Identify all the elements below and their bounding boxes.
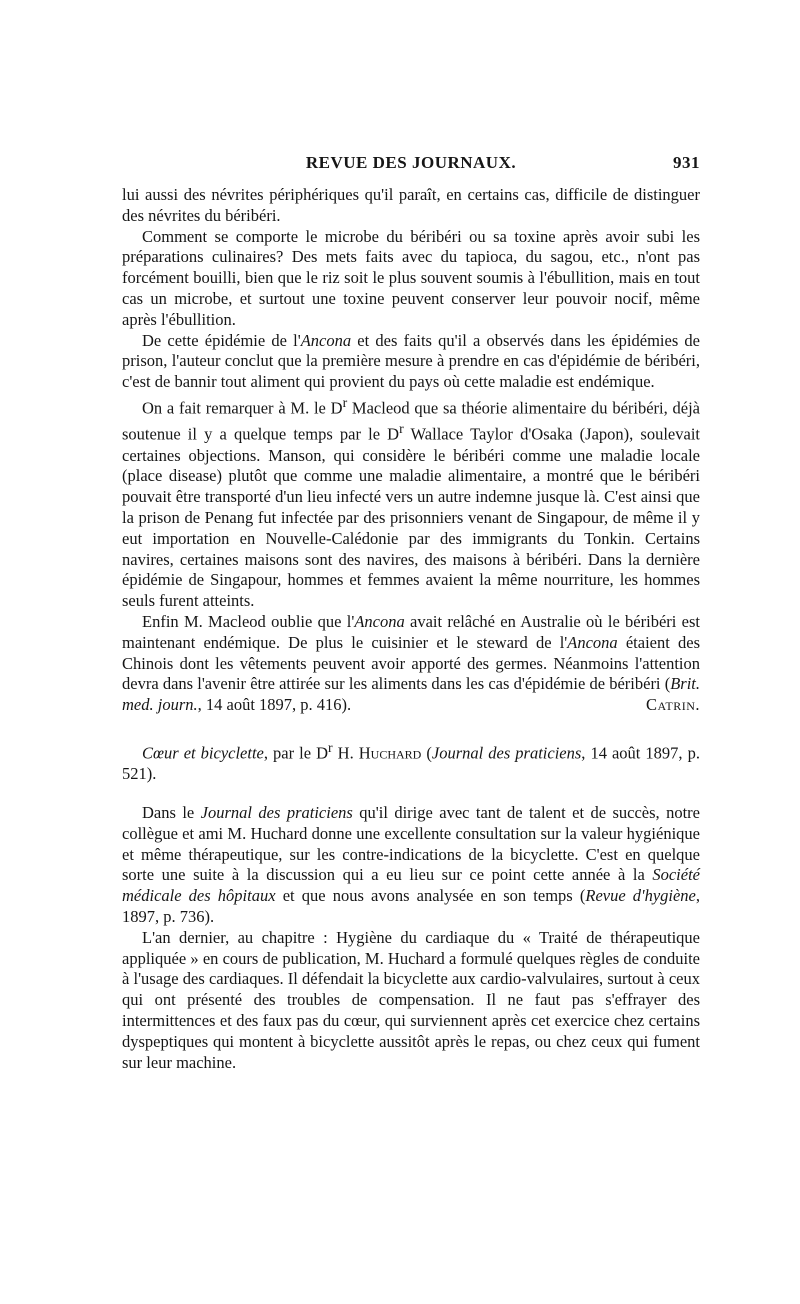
paragraph-6: Dans le Journal des praticiens qu'il dirige avec tant de talent et de succès, notre collègue et ami M. Huchard donne une excellente consultation sur la valeur hygiénique et même thérapeutique, sur les contre-indications de la bicyclette. C'est en quelque sorte une suite à la discussion qui a eu lieu sur ce point cette année à la Société médicale des hôpitaux et que nous avons analysée en son temps (Revue d'hygiène, 1897, p. 736).: [122, 803, 700, 926]
paragraph-4: On a fait remarquer à M. le $D^r$ Macleod que sa théorie alimentaire du béribéri, déjà soutenue il y a quelque temps par le $D^r$ Wallace Taylor d'Osaka (Japon), soulevait certaines objections. Manson, qui considère le béribéri comme une maladie locale (place disease) plutôt que comme une maladie alimentaire, a montré que le béribéri pouvait être transporté d'un lieu infecté vers un autre indemne jusque là. C'est ainsi que la prison de Penang fut infectée par des prisonniers venant de Singapour, de même il y eut importation en Nouvelle-Calédonie par des immigrants du Tonkin. Certains navires, certaines maisons sont des navires, des maisons à béribéri. Dans la dernière épidémie de Singapour, hommes et femmes avaient la même nourriture, les hommes seuls furent atteints.: [122, 394, 700, 611]
article-heading: Cœur et bicyclette, par le $D^r$ H. Huchard (Journal des praticiens, 14 août 1897, p. 521).: [122, 739, 700, 784]
journal-citation: Brit. med. journ.: [122, 674, 700, 715]
ship-name: Ancona: [300, 330, 352, 350]
paragraph-1: lui aussi des névrites périphériques qu'il paraît, en certains cas, difficile de distinguer des névrites du béribéri.: [122, 185, 700, 225]
running-head: REVUE DES JOURNAUX.: [305, 153, 517, 172]
ship-name: Ancona: [354, 611, 405, 631]
page-header: [122, 153, 700, 177]
article-title: Cœur et bicyclette: [142, 743, 264, 763]
journal-citation: Revue d'hygiène: [585, 886, 696, 906]
article-author: Huchard: [358, 743, 422, 763]
author-signature: Catrin.: [646, 695, 700, 715]
paragraph-7: L'an dernier, au chapitre : Hygiène du cardiaque du « Traité de thérapeutique appliquée » en cours de publication, M. Huchard a formulé quelques règles de conduite à l'usage des cardiaques. Il défendait la bicyclette aux cardio-valvulaires, surtout à ceux qui ont présenté des troubles de compensation. Il ne faut pas s'effrayer des intermittences et des faux pas du cœur, qui surviennent après cet exercice chez certains dyspeptiques qui montent à bicyclette aussitôt après le repas, ou chez ceux qui fument sur leur machine.: [122, 927, 700, 1072]
journal-citation: Journal des praticiens: [431, 743, 582, 763]
paragraph-2: Comment se comporte le microbe du béribéri ou sa toxine après avoir subi les préparations culinaires? Des mets faits avec du tapioca, du sagou, etc., n'ont pas forcément bouilli, bien que le riz soit le plus souvent soumis à l'ébullition, mais en tout cas un microbe, et surtout une toxine peuvent conserver leur pouvoir nocif, même après l'ébullition.: [122, 226, 700, 329]
paragraph-3: De cette épidémie de l'Ancona et des faits qu'il a observés dans les épidémies de prison, l'auteur conclut que la première mesure à prendre en cas d'épidémie de béribéri, c'est de bannir tout aliment qui provient du pays où cette maladie est endémique.: [122, 330, 700, 392]
page-number: 931: [673, 153, 700, 172]
journal-citation: Journal des praticiens: [200, 803, 353, 823]
article-body: [122, 185, 700, 1073]
paragraph-5: Enfin M. Macleod oublie que l'Ancona avait relâché en Australie où le béribéri est maintenant endémique. De plus le cuisinier et le steward de l'Ancona étaient des Chinois dont les vêtements peuvent avoir apporté des germes. Néanmoins l'attention devra dans l'avenir être attirée sur les aliments dans les cas d'épidémie de béribéri (Brit. med. journ., 14 août 1897, p. 416). Catrin.: [122, 611, 700, 715]
ship-name: Ancona: [567, 632, 618, 652]
society-name: Société médicale des hôpitaux: [122, 865, 700, 906]
